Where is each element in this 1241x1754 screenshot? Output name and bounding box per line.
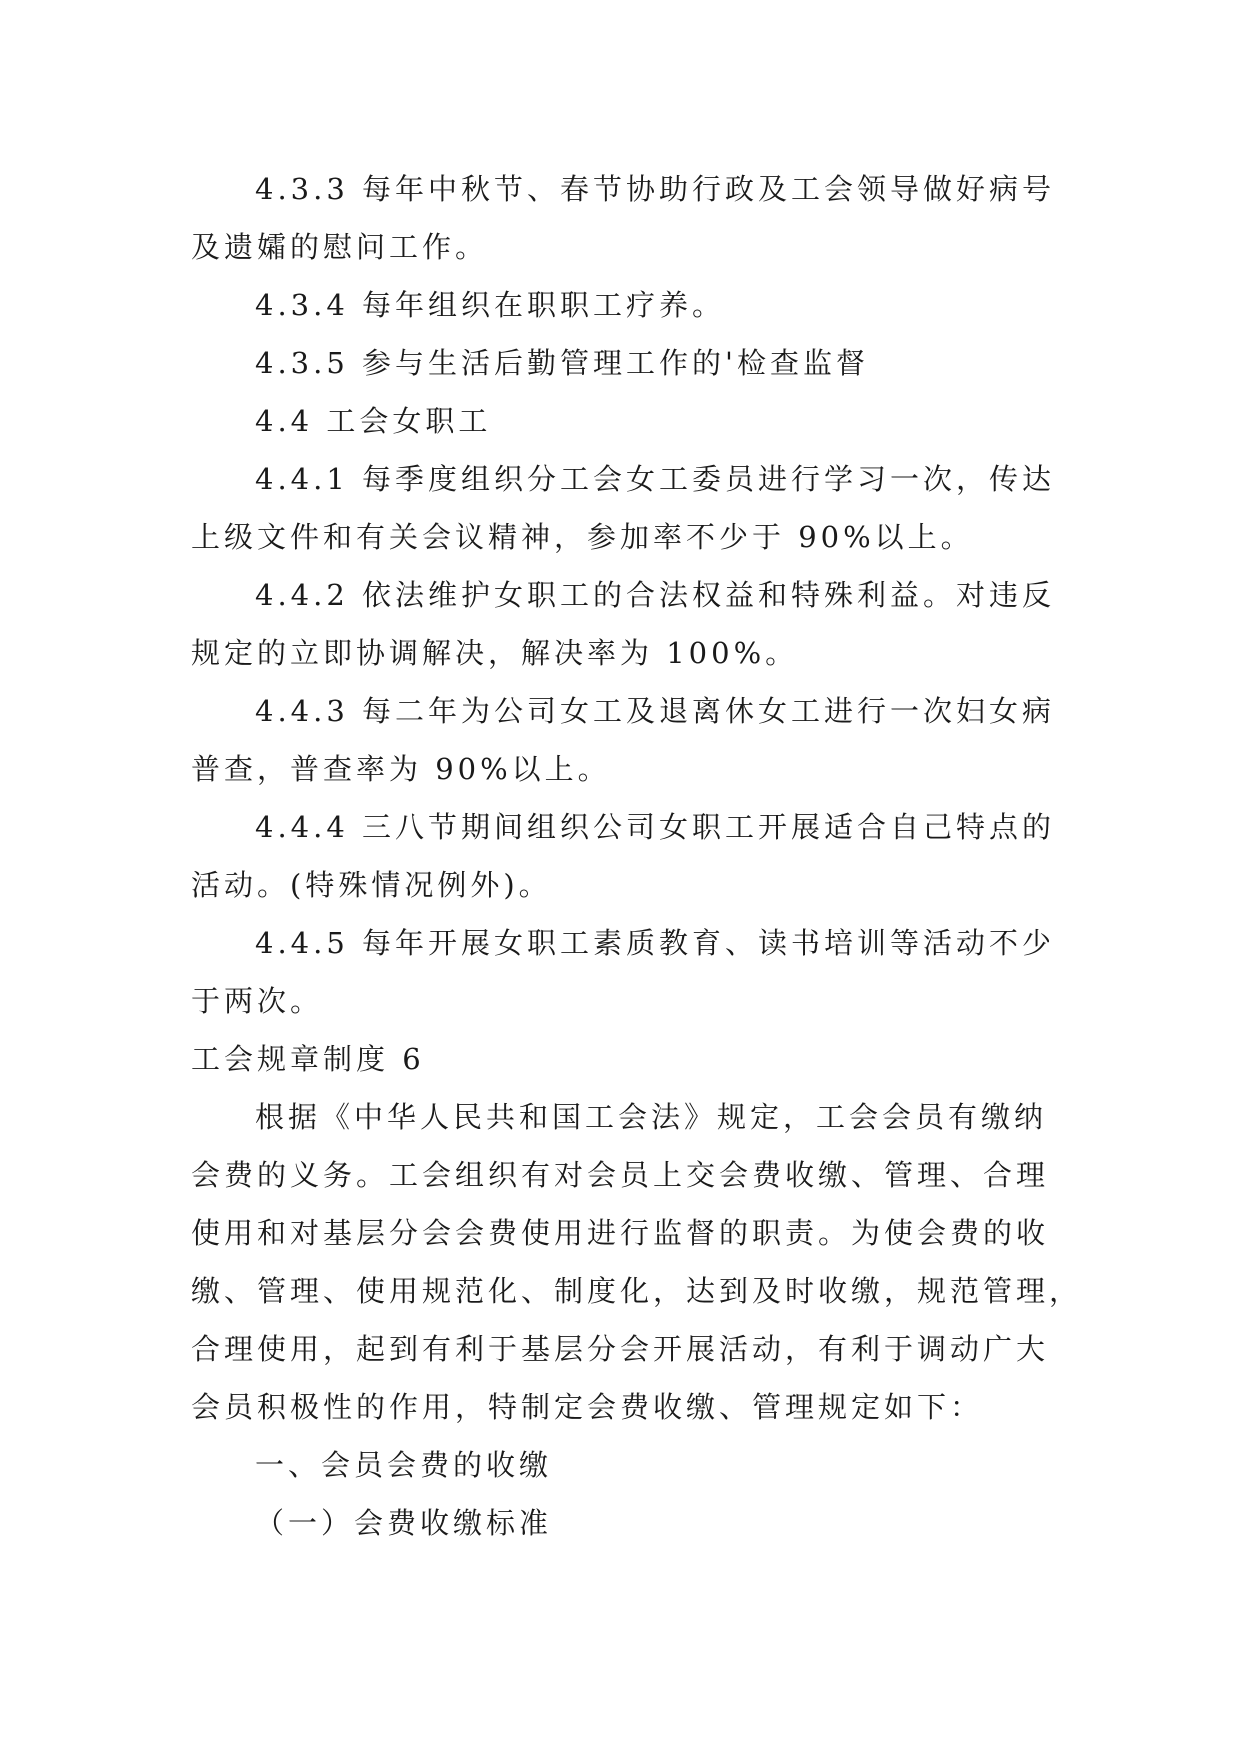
section-title-regulation-6: 工会规章制度 6 (191, 1042, 425, 1076)
text-line-19: 使用和对基层分会会费使用进行监督的职责。为使会费的收 (191, 1216, 1050, 1250)
text-line-14: 4.4.5 每年开展女职工素质教育、读书培训等活动不少 (255, 926, 1056, 960)
text-line-22: 会员积极性的作用，特制定会费收缴、管理规定如下： (191, 1390, 984, 1424)
text-line-18: 会费的义务。工会组织有对会员上交会费收缴、管理、合理 (191, 1158, 1050, 1192)
text-line-6: 4.4.1 每季度组织分工会女工委员进行学习一次，传达 (255, 462, 1056, 496)
section-heading-dues-collection: 一、会员会费的收缴 (255, 1448, 553, 1482)
text-line-9: 规定的立即协调解决，解决率为 100%。 (191, 636, 799, 670)
document-body (191, 160, 1083, 1552)
text-line-10: 4.4.3 每二年为公司女工及退离休女工进行一次妇女病 (255, 694, 1056, 728)
text-line-3: 4.3.4 每年组织在职职工疗养。 (255, 288, 726, 322)
text-line-4: 4.3.5 参与生活后勤管理工作的'检查监督 (255, 346, 869, 380)
text-line-11: 普查，普查率为 90%以上。 (191, 752, 611, 786)
text-line-20: 缴、管理、使用规范化、制度化，达到及时收缴，规范管理， (191, 1274, 1083, 1308)
text-line-15: 于两次。 (191, 984, 324, 1018)
text-line-17: 根据《中华人民共和国工会法》规定，工会会员有缴纳 (255, 1100, 1048, 1134)
text-line-21: 合理使用，起到有利于基层分会开展活动，有利于调动广大 (191, 1332, 1050, 1366)
section-heading-4-4: 4.4 工会女职工 (255, 404, 492, 438)
text-line-13: 活动。(特殊情况例外)。 (191, 868, 552, 902)
text-line-7: 上级文件和有关会议精神，参加率不少于 90%以上。 (191, 520, 974, 554)
text-line-2: 及遗孀的慰问工作。 (191, 230, 489, 264)
text-line-12: 4.4.4 三八节期间组织公司女职工开展适合自己特点的 (255, 810, 1056, 844)
text-line-1: 4.3.3 每年中秋节、春节协助行政及工会领导做好病号 (255, 172, 1056, 206)
subsection-heading-dues-standard: （一）会费收缴标准 (255, 1506, 553, 1540)
text-line-8: 4.4.2 依法维护女职工的合法权益和特殊利益。对违反 (255, 578, 1056, 612)
